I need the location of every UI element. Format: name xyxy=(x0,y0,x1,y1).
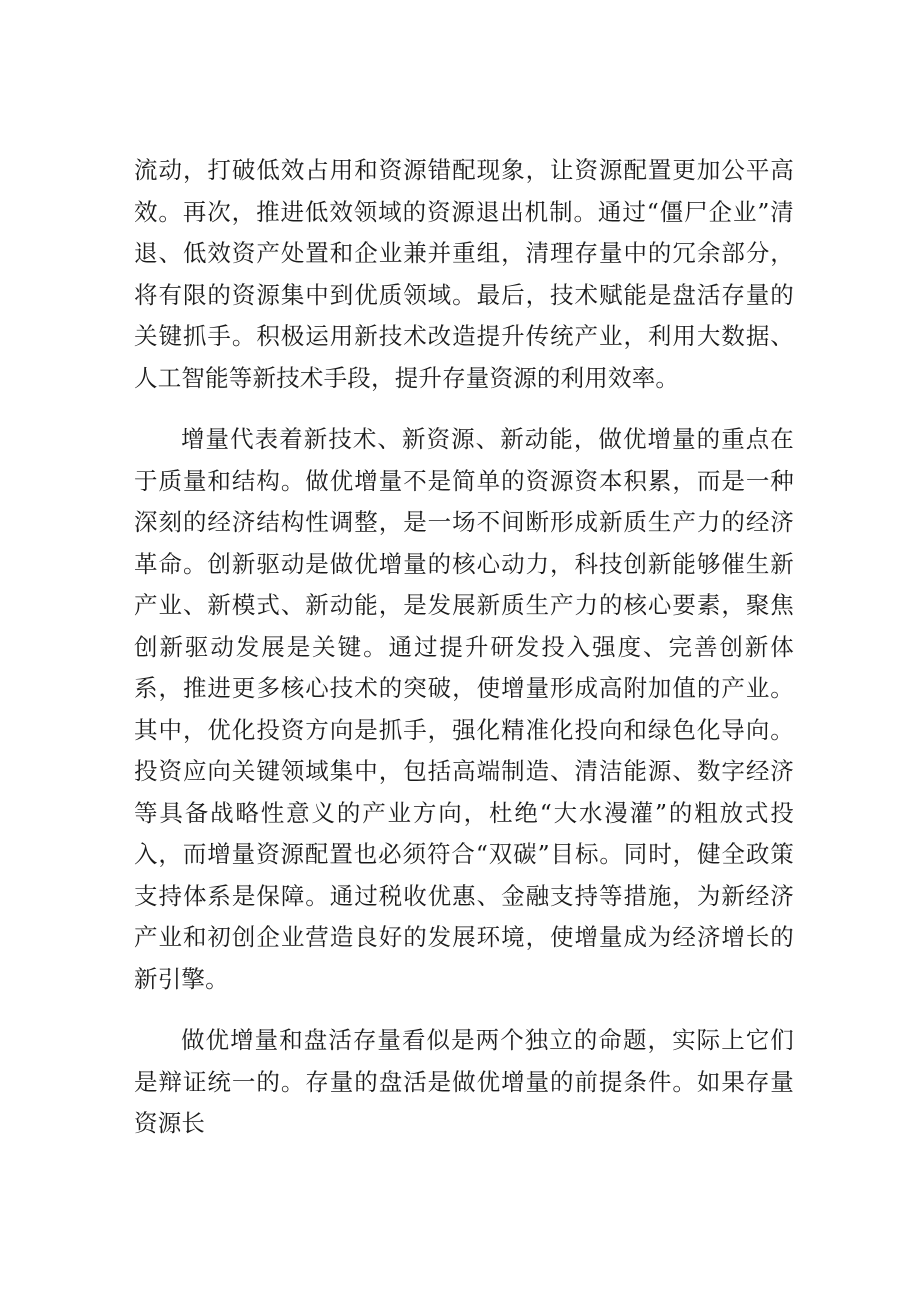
paragraph-dialectical-unity: 做优增量和盘活存量看似是两个独立的命题，实际上它们是辩证统一的。存量的盘活是做优增量的前提条件。如果存量资源长 xyxy=(134,1026,794,1137)
paragraph-stock-revitalization-continued: 流动，打破低效占用和资源错配现象，让资源配置更加公平高效。再次，推进低效领域的资源退出机制。通过“僵尸企业”清退、低效资产处置和企业兼并重组，清理存量中的冗余部分，将有限的资源集中到优质领域。最后，技术赋能是盘活存量的关键抓手。积极运用新技术改造提升传统产业，利用大数据、人工智能等新技术手段，提升存量资源的利用效率。 xyxy=(134,156,794,392)
document-body xyxy=(134,150,794,1145)
paragraph-optimize-increment: 增量代表着新技术、新资源、新动能，做优增量的重点在于质量和结构。做优增量不是简单的资源资本积累，而是一种深刻的经济结构性调整，是一场不间断形成新质生产力的经济革命。创新驱动是做优增量的核心动力，科技创新能够催生新产业、新模式、新动能，是发展新质生产力的核心要素，聚焦创新驱动发展是关键。通过提升研发投入强度、完善创新体系，推进更多核心技术的突破，使增量形成高附加值的产业。其中，优化投资方向是抓手，强化精准化投向和绿色化导向。投资应向关键领域集中，包括高端制造、清洁能源、数字经济等具备战略性意义的产业方向，杜绝“大水漫灌”的粗放式投入，而增量资源配置也必须符合“双碳”目标。同时，健全政策支持体系是保障。通过税收优惠、金融支持等措施，为新经济产业和初创企业营造良好的发展环境，使增量成为经济增长的新引擎。 xyxy=(134,425,794,993)
